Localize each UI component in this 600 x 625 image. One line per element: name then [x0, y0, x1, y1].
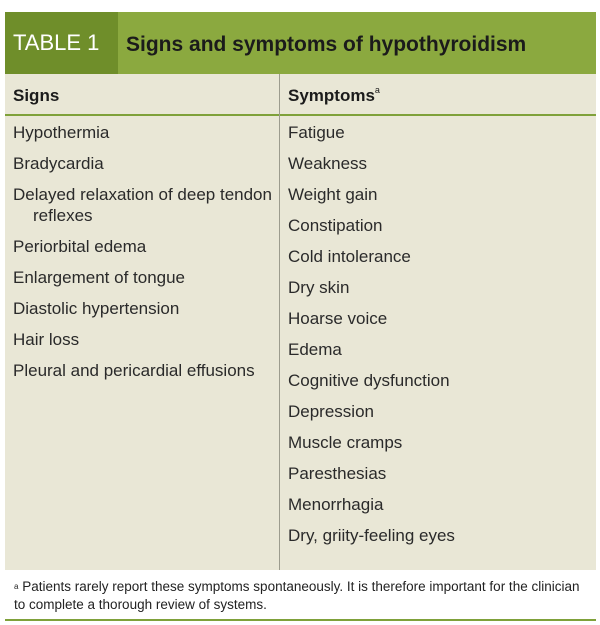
symptom-item: Weight gain — [288, 185, 378, 204]
sign-item: Hair loss — [13, 330, 80, 349]
sign-item: Enlargement of tongue — [13, 268, 186, 287]
signs-column-header: Signs — [13, 86, 60, 105]
symptom-item: Dry, griity-feeling eyes — [288, 526, 455, 545]
sign-item: Periorbital edema — [13, 237, 147, 256]
symptom-item: Depression — [288, 402, 374, 421]
title-bar — [5, 12, 596, 74]
bottom-rule — [5, 619, 596, 621]
symptom-item: Menorrhagia — [288, 495, 384, 514]
sign-item: Hypothermia — [13, 123, 110, 142]
symptom-item: Constipation — [288, 216, 383, 235]
table-number-label: TABLE 1 — [5, 12, 118, 74]
symptom-item: Fatigue — [288, 123, 345, 142]
symptoms-header-label: Symptoms — [288, 86, 375, 105]
signs-list — [13, 122, 275, 391]
sign-item: Delayed relaxation of deep tendon reflexes — [13, 185, 272, 225]
table-title: Signs and symptoms of hypothyroidism — [126, 33, 527, 56]
table-footnote — [14, 578, 589, 614]
symptom-item: Muscle cramps — [288, 433, 403, 452]
footnote-text: Patients rarely report these symptoms spontaneously. It is therefore important for the clinician to complete a thorough review of systems. — [14, 579, 580, 612]
symptom-item: Cold intolerance — [288, 247, 411, 266]
column-header-row — [5, 74, 596, 116]
symptom-item: Edema — [288, 340, 342, 359]
footnote-marker: a — [374, 85, 380, 95]
sign-item: Diastolic hypertension — [13, 299, 180, 318]
symptoms-list — [288, 122, 588, 556]
symptom-item: Cognitive dysfunction — [288, 371, 450, 390]
column-divider — [279, 74, 280, 570]
symptom-item: Paresthesias — [288, 464, 387, 483]
symptom-item: Dry skin — [288, 278, 350, 297]
symptoms-column-header — [288, 86, 380, 106]
symptom-item: Hoarse voice — [288, 309, 388, 328]
symptom-item: Weakness — [288, 154, 368, 173]
sign-item: Pleural and pericardial effusions — [13, 361, 255, 380]
table — [5, 12, 596, 570]
sign-item: Bradycardia — [13, 154, 104, 173]
footnote-marker: a — [14, 582, 19, 591]
